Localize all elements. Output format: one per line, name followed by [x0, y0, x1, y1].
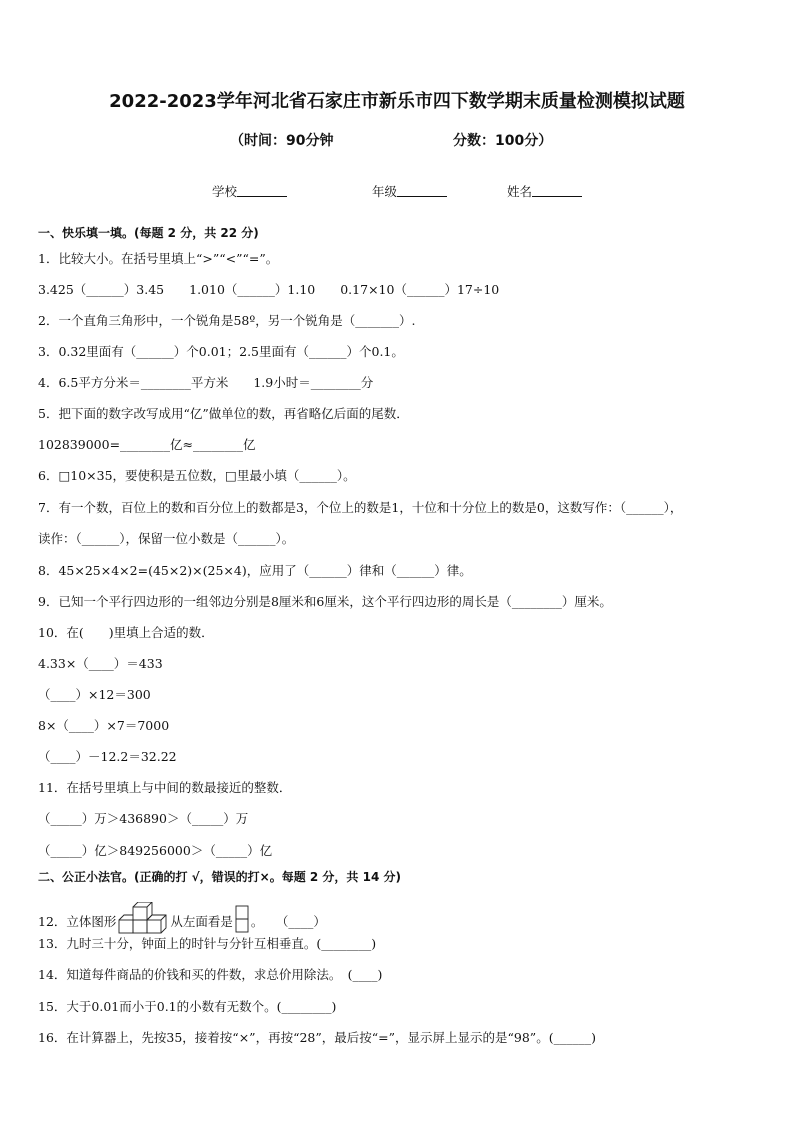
question-line: 7．有一个数，百位上的数和百分位上的数都是3，个位上的数是1，十位和十分位上的数是0，这数写作：（______），	[38, 500, 683, 515]
q12-text-middle: 从左面看是	[170, 914, 233, 929]
question-line: 1．比较大小。在括号里填上“>”“<”“=”。	[38, 251, 279, 266]
school-blank[interactable]	[237, 184, 287, 197]
question-line: 5．把下面的数字改写成用“亿”做单位的数，再省略亿后面的尾数．	[38, 406, 409, 421]
grade-label: 年级	[372, 184, 398, 199]
question-line: （_____）亿＞849256000＞（_____）亿	[38, 843, 273, 858]
name-blank[interactable]	[532, 184, 582, 197]
school-label: 学校	[212, 184, 238, 199]
page-title: 2022-2023学年河北省石家庄市新乐市四下数学期末质量检测模拟试题	[109, 91, 685, 112]
score-label: 分数：100分）	[453, 133, 553, 149]
left-view-image	[235, 905, 249, 933]
question-line: （_____）万＞436890＞（_____）万	[38, 811, 249, 826]
question-line: 2．一个直角三角形中，一个锐角是58º，另一个锐角是（_______）.	[38, 313, 416, 328]
question-line: （____）×12＝300	[38, 687, 151, 702]
question-line: 6．□10×35，要使积是五位数，□里最小填（______）。	[38, 468, 356, 483]
question-line: 读作：（______），保留一位小数是（______）。	[38, 531, 295, 546]
solid-figure-image	[118, 902, 168, 934]
question-line: 15．大于0.01而小于0.1的小数有无数个。(________)	[38, 999, 337, 1014]
question-line: 3．0.32里面有（______）个0.01；2.5里面有（______）个0.1。	[38, 344, 404, 359]
q12-text-before: 12．立体图形	[38, 914, 117, 929]
question-line: 8×（____）×7＝7000	[38, 718, 170, 733]
q12-text-after: 。 （____）	[250, 914, 326, 929]
section-2-heading: 二、公正小法官。(正确的打 √，错误的打×。每题 2 分，共 14 分)	[38, 870, 401, 884]
question-line: 102839000=________亿≈________亿	[38, 437, 256, 452]
question-line: 4.33×（____）＝433	[38, 656, 163, 671]
section-1-heading: 一、快乐填一填。(每题 2 分，共 22 分)	[38, 226, 259, 240]
grade-field	[372, 182, 447, 200]
name-label: 姓名	[507, 184, 533, 199]
school-field	[212, 182, 287, 200]
question-line: 3.425（______）3.45 1.010（______）1.10 0.17×10（______）17÷10	[38, 282, 500, 297]
question-line: 11．在括号里填上与中间的数最接近的整数．	[38, 780, 292, 795]
name-field	[507, 182, 582, 200]
question-line: 4．6.5平方分米＝________平方米 1.9小时＝________分	[38, 375, 374, 390]
time-label: （时间：90分钟	[230, 133, 334, 149]
question-line: 13．九时三十分，钟面上的时针与分针互相垂直。(________)	[38, 936, 377, 951]
question-line: 16．在计算器上，先按35，接着按“×”，再按“28”，最后按“=”，显示屏上显示的是“98”。(______)	[38, 1030, 596, 1045]
grade-blank[interactable]	[397, 184, 447, 197]
question-line: 8．45×25×4×2=(45×2)×(25×4)，应用了（______）律和（______）律。	[38, 563, 472, 578]
question-12	[38, 902, 326, 934]
question-line: （____）－12.2＝32.22	[38, 749, 177, 764]
question-line: 14．知道每件商品的价钱和买的件数，求总价用除法。 (____)	[38, 967, 383, 982]
question-line: 10．在( )里填上合适的数．	[38, 625, 214, 640]
question-line: 9．已知一个平行四边形的一组邻边分别是8厘米和6厘米，这个平行四边形的周长是（________）厘米。	[38, 594, 612, 609]
